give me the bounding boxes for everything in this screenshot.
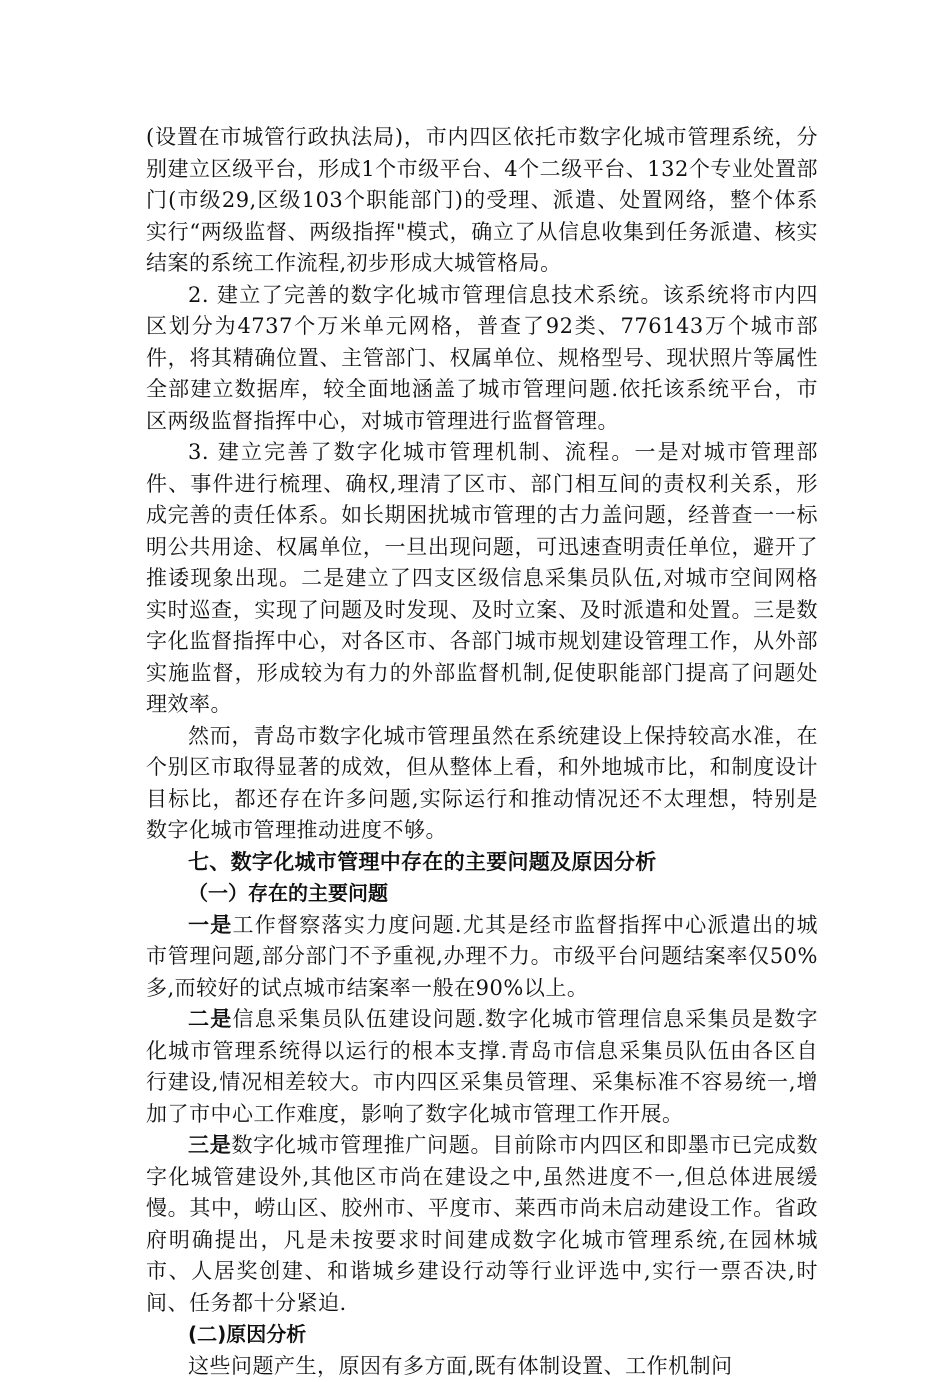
- paragraph-2: 2. 建立了完善的数字化城市管理信息技术系统。该系统将市内四区划分为4737个万米单元网格，普查了92类、776143万个城市部件，将其精确位置、主管部门、权属单位、规格型号、现状照片等属性全部建立数据库，较全面地涵盖了城市管理问题.依托该系统平台，市区两级监督指挥中心，对城市管理进行监督管理。: [146, 280, 818, 438]
- paragraph-3: 3. 建立完善了数字化城市管理机制、流程。一是对城市管理部件、事件进行梳理、确权,理清了区市、部门相互间的责权利关系，形成完善的责任体系。如长期困扰城市管理的古力盖问题，经普查一一标明公共用途、权属单位，一旦出现问题，可迅速查明责任单位，避开了推诿现象出现。二是建立了四支区级信息采集员队伍,对城市空间网格实时巡查，实现了问题及时发现、及时立案、及时派遣和处置。三是数字化监督指挥中心，对各区市、各部门城市规划建设管理工作，从外部实施监督，形成较为有力的外部监督机制,促使职能部门提高了问题处理效率。: [146, 437, 818, 721]
- paragraph-problem-3-text: 数字化城市管理推广问题。目前除市内四区和即墨市已完成数字化城管建设外,其他区市尚在建设之中,虽然进度不一,但总体进展缓慢。其中，崂山区、胶州市、平度市、莱西市尚未启动建设工作。省政府明确提出，凡是未按要求时间建成数字化城市管理系统,在园林城市、人居奖创建、和谐城乡建设行动等行业评选中,实行一票否决,时间、任务都十分紧迫.: [146, 1133, 818, 1315]
- document-body: [146, 122, 818, 1382]
- lead-second: 二是: [188, 1007, 233, 1031]
- paragraph-problem-3: [146, 1130, 818, 1319]
- paragraph-problem-1-text: 工作督察落实力度问题.尤其是经市监督指挥中心派遣出的城市管理问题,部分部门不予重视,办理不力。市级平台问题结案率仅50%多,而较好的试点城市结案率一般在90%以上。: [146, 913, 818, 1000]
- lead-third: 三是: [188, 1133, 231, 1157]
- lead-first: 一是: [188, 913, 233, 937]
- section-heading-seven: 七、数字化城市管理中存在的主要问题及原因分析: [146, 847, 818, 879]
- paragraph-4: 然而，青岛市数字化城市管理虽然在系统建设上保持较高水准，在个别区市取得显著的成效，但从整体上看，和外地城市比，和制度设计目标比，都还存在许多问题,实际运行和推动情况还不太理想，特别是数字化城市管理推动进度不够。: [146, 721, 818, 847]
- paragraph-problem-2-text: 信息采集员队伍建设问题.数字化城市管理信息采集员是数字化城市管理系统得以运行的根本支撑.青岛市信息采集员队伍由各区自行建设,情况相差较大。市内四区采集员管理、采集标准不容易统一,增加了市中心工作难度，影响了数字化城市管理工作开展。: [146, 1007, 818, 1126]
- subheading-problems: （一）存在的主要问题: [146, 878, 818, 910]
- paragraph-1: (设置在市城管行政执法局)，市内四区依托市数字化城市管理系统，分别建立区级平台，形成1个市级平台、4个二级平台、132个专业处置部门(市级29,区级103个职能部门)的受理、派遣、处置网络，整个体系实行“两级监督、两级指挥"模式，确立了从信息收集到任务派遣、核实结案的系统工作流程,初步形成大城管格局。: [146, 122, 818, 280]
- subheading-causes: (二)原因分析: [146, 1319, 818, 1351]
- paragraph-problem-2: [146, 1004, 818, 1130]
- paragraph-problem-1: [146, 910, 818, 1005]
- paragraph-causes: 这些问题产生，原因有多方面,既有体制设置、工作机制问: [146, 1351, 818, 1382]
